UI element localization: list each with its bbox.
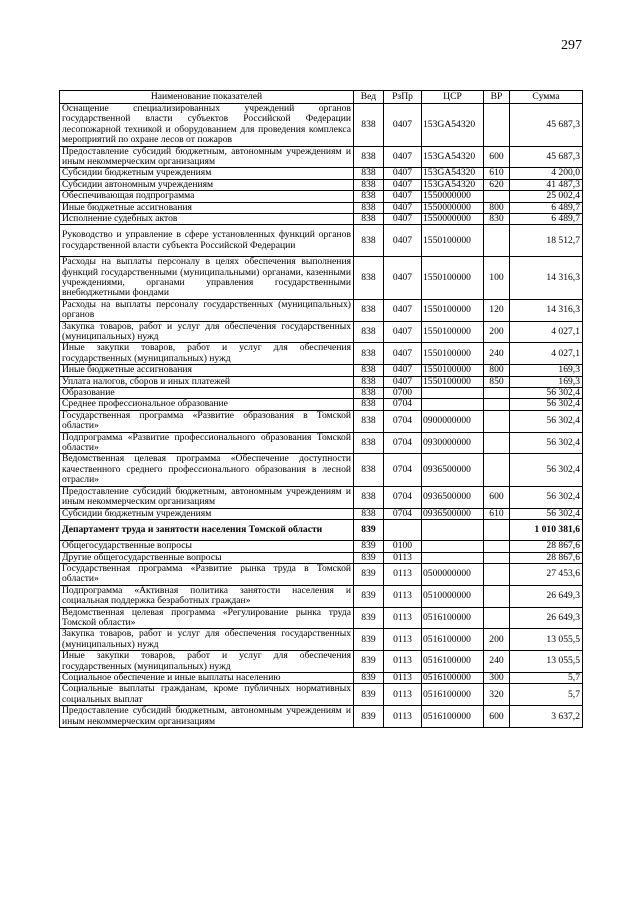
row-vr: 800 bbox=[484, 202, 510, 213]
row-name: Закупка товаров, работ и услуг для обеспечения государственных (муниципальных) нужд bbox=[60, 321, 354, 343]
page-number: 297 bbox=[561, 38, 582, 53]
row-vr bbox=[484, 104, 510, 147]
table-row bbox=[60, 486, 583, 508]
row-vr: 240 bbox=[484, 651, 510, 673]
row-csr: 1550000000 bbox=[422, 191, 484, 202]
table-row bbox=[60, 202, 583, 213]
row-name: Иные бюджетные ассигнования bbox=[60, 202, 354, 213]
row-rzpr: 0407 bbox=[384, 225, 422, 257]
row-ved: 838 bbox=[354, 410, 384, 432]
row-ved: 839 bbox=[354, 552, 384, 563]
header-sum: Сумма bbox=[510, 91, 583, 104]
row-csr: 1550100000 bbox=[422, 299, 484, 321]
row-rzpr: 0704 bbox=[384, 508, 422, 519]
row-ved: 838 bbox=[354, 104, 384, 147]
row-csr: 1550100000 bbox=[422, 343, 484, 365]
row-rzpr: 0407 bbox=[384, 214, 422, 225]
table-row bbox=[60, 191, 583, 202]
row-csr: 0516100000 bbox=[422, 651, 484, 673]
row-rzpr: 0407 bbox=[384, 179, 422, 190]
row-vr bbox=[484, 541, 510, 552]
row-ved: 838 bbox=[354, 257, 384, 300]
table-row bbox=[60, 508, 583, 519]
row-csr: 153GA54320 bbox=[422, 146, 484, 168]
row-rzpr: 0407 bbox=[384, 146, 422, 168]
table-row bbox=[60, 454, 583, 486]
row-name: Общегосударственные вопросы bbox=[60, 541, 354, 552]
row-ved: 838 bbox=[354, 343, 384, 365]
row-rzpr: 0113 bbox=[384, 673, 422, 684]
row-vr bbox=[484, 432, 510, 454]
row-name: Закупка товаров, работ и услуг для обеспечения государственных (муниципальных) нужд bbox=[60, 629, 354, 651]
row-name: Другие общегосударственные вопросы bbox=[60, 552, 354, 563]
row-csr: 0516100000 bbox=[422, 706, 484, 728]
row-vr: 610 bbox=[484, 508, 510, 519]
row-csr: 0930000000 bbox=[422, 432, 484, 454]
row-vr bbox=[484, 552, 510, 563]
row-name: Уплата налогов, сборов и иных платежей bbox=[60, 376, 354, 387]
row-sum: 26 649,3 bbox=[510, 585, 583, 607]
row-ved: 839 bbox=[354, 585, 384, 607]
row-csr: 153GA54320 bbox=[422, 168, 484, 179]
row-ved: 838 bbox=[354, 321, 384, 343]
row-name: Руководство и управление в сфере установленных функций органов государственной власти субъекта Российской Федерации bbox=[60, 225, 354, 257]
row-rzpr: 0407 bbox=[384, 191, 422, 202]
row-sum: 56 302,4 bbox=[510, 410, 583, 432]
header-row bbox=[60, 91, 583, 104]
row-sum: 1 010 381,6 bbox=[510, 519, 583, 540]
table-row bbox=[60, 684, 583, 706]
table-row bbox=[60, 299, 583, 321]
row-ved: 838 bbox=[354, 454, 384, 486]
row-ved: 838 bbox=[354, 376, 384, 387]
row-name: Социальное обеспечение и иные выплаты населению bbox=[60, 673, 354, 684]
row-csr: 0500000000 bbox=[422, 564, 484, 586]
row-name: Оснащение специализированных учреждений органов государственной власти субъектов Российской Федерации лесопожарной техникой и оборудованием для проведения комплекса мероприятий по охране лесов от пожаров bbox=[60, 104, 354, 147]
table-row bbox=[60, 257, 583, 300]
row-sum: 169,3 bbox=[510, 365, 583, 376]
row-sum: 41 487,3 bbox=[510, 179, 583, 190]
row-name: Иные бюджетные ассигнования bbox=[60, 365, 354, 376]
row-csr: 1550100000 bbox=[422, 376, 484, 387]
row-sum: 28 867,6 bbox=[510, 541, 583, 552]
row-vr bbox=[484, 225, 510, 257]
row-vr: 600 bbox=[484, 486, 510, 508]
row-ved: 838 bbox=[354, 191, 384, 202]
table-body bbox=[60, 104, 583, 728]
row-name: Подпрограмма «Развитие профессионального образования Томской области» bbox=[60, 432, 354, 454]
table-row bbox=[60, 519, 583, 540]
row-name: Среднее профессиональное образование bbox=[60, 399, 354, 410]
row-sum: 28 867,6 bbox=[510, 552, 583, 563]
row-name: Расходы на выплаты персоналу в целях обеспечения выполнения функций государственными (муниципальными) органами, казенными учреждениями, органами управления государственными внебюджетными фондами bbox=[60, 257, 354, 300]
table-row bbox=[60, 376, 583, 387]
row-name: Субсидии автономным учреждениям bbox=[60, 179, 354, 190]
row-ved: 838 bbox=[354, 202, 384, 213]
row-ved: 839 bbox=[354, 651, 384, 673]
table-row bbox=[60, 564, 583, 586]
row-vr bbox=[484, 410, 510, 432]
row-vr: 610 bbox=[484, 168, 510, 179]
row-sum: 6 489,7 bbox=[510, 202, 583, 213]
row-rzpr: 0113 bbox=[384, 684, 422, 706]
row-sum: 4 027,1 bbox=[510, 343, 583, 365]
row-vr: 850 bbox=[484, 376, 510, 387]
row-rzpr: 0407 bbox=[384, 104, 422, 147]
row-ved: 838 bbox=[354, 399, 384, 410]
row-rzpr: 0113 bbox=[384, 706, 422, 728]
row-rzpr: 0407 bbox=[384, 257, 422, 300]
row-rzpr: 0407 bbox=[384, 168, 422, 179]
table-row bbox=[60, 146, 583, 168]
row-sum: 13 055,5 bbox=[510, 629, 583, 651]
row-csr: 0936500000 bbox=[422, 508, 484, 519]
row-sum: 5,7 bbox=[510, 684, 583, 706]
row-ved: 839 bbox=[354, 706, 384, 728]
row-csr bbox=[422, 552, 484, 563]
header-ved: Вед bbox=[354, 91, 384, 104]
row-sum: 45 687,3 bbox=[510, 104, 583, 147]
row-rzpr: 0113 bbox=[384, 629, 422, 651]
row-vr bbox=[484, 564, 510, 586]
table-row bbox=[60, 706, 583, 728]
row-vr bbox=[484, 454, 510, 486]
row-vr: 800 bbox=[484, 365, 510, 376]
row-ved: 839 bbox=[354, 519, 384, 540]
row-csr: 0510000000 bbox=[422, 585, 484, 607]
row-csr: 0516100000 bbox=[422, 607, 484, 629]
row-vr: 120 bbox=[484, 299, 510, 321]
row-vr: 100 bbox=[484, 257, 510, 300]
row-sum: 45 687,3 bbox=[510, 146, 583, 168]
table-row bbox=[60, 168, 583, 179]
row-name: Государственная программа «Развитие образования в Томской области» bbox=[60, 410, 354, 432]
table-row bbox=[60, 365, 583, 376]
row-vr: 240 bbox=[484, 343, 510, 365]
row-rzpr: 0407 bbox=[384, 376, 422, 387]
table-row bbox=[60, 651, 583, 673]
row-vr: 620 bbox=[484, 179, 510, 190]
row-rzpr: 0407 bbox=[384, 299, 422, 321]
table-row bbox=[60, 388, 583, 399]
row-sum: 13 055,5 bbox=[510, 651, 583, 673]
table-row bbox=[60, 673, 583, 684]
row-ved: 838 bbox=[354, 214, 384, 225]
row-sum: 56 302,4 bbox=[510, 399, 583, 410]
row-sum: 56 302,4 bbox=[510, 486, 583, 508]
row-sum: 56 302,4 bbox=[510, 454, 583, 486]
budget-table bbox=[59, 90, 583, 728]
table-header bbox=[60, 91, 583, 104]
table-row bbox=[60, 541, 583, 552]
row-name: Обеспечивающая подпрограмма bbox=[60, 191, 354, 202]
table-row bbox=[60, 410, 583, 432]
row-name: Социальные выплаты гражданам, кроме публичных нормативных социальных выплат bbox=[60, 684, 354, 706]
row-sum: 3 637,2 bbox=[510, 706, 583, 728]
row-sum: 4 027,1 bbox=[510, 321, 583, 343]
row-csr: 1550000000 bbox=[422, 202, 484, 213]
row-rzpr: 0113 bbox=[384, 585, 422, 607]
row-name: Ведомственная целевая программа «Обеспечение доступности качественного среднего профессионального образования в лесной отрасли» bbox=[60, 454, 354, 486]
row-csr bbox=[422, 388, 484, 399]
row-ved: 838 bbox=[354, 179, 384, 190]
table-row bbox=[60, 552, 583, 563]
row-sum: 4 200,0 bbox=[510, 168, 583, 179]
row-csr: 0936500000 bbox=[422, 486, 484, 508]
table-row bbox=[60, 214, 583, 225]
row-rzpr: 0407 bbox=[384, 343, 422, 365]
table-row bbox=[60, 104, 583, 147]
table-row bbox=[60, 629, 583, 651]
row-ved: 838 bbox=[354, 486, 384, 508]
row-vr bbox=[484, 388, 510, 399]
row-name: Ведомственная целевая программа «Регулирование рынка труда Томской области» bbox=[60, 607, 354, 629]
table-row bbox=[60, 179, 583, 190]
row-sum: 169,3 bbox=[510, 376, 583, 387]
row-sum: 6 489,7 bbox=[510, 214, 583, 225]
row-name: Государственная программа «Развитие рынка труда в Томской области» bbox=[60, 564, 354, 586]
row-csr: 1550100000 bbox=[422, 321, 484, 343]
row-vr: 830 bbox=[484, 214, 510, 225]
row-name: Исполнение судебных актов bbox=[60, 214, 354, 225]
row-vr: 600 bbox=[484, 146, 510, 168]
row-rzpr: 0113 bbox=[384, 552, 422, 563]
row-ved: 839 bbox=[354, 673, 384, 684]
row-rzpr: 0704 bbox=[384, 432, 422, 454]
row-csr: 0516100000 bbox=[422, 673, 484, 684]
row-vr bbox=[484, 585, 510, 607]
row-name: Субсидии бюджетным учреждениям bbox=[60, 168, 354, 179]
row-rzpr: 0700 bbox=[384, 388, 422, 399]
row-ved: 838 bbox=[354, 432, 384, 454]
row-sum: 14 316,3 bbox=[510, 299, 583, 321]
row-name: Образование bbox=[60, 388, 354, 399]
row-ved: 838 bbox=[354, 299, 384, 321]
row-name: Иные закупки товаров, работ и услуг для обеспечения государственных (муниципальных) нужд bbox=[60, 651, 354, 673]
row-vr: 200 bbox=[484, 629, 510, 651]
row-name: Предоставление субсидий бюджетным, автономным учреждениям и иным некоммерческим организациям bbox=[60, 486, 354, 508]
row-ved: 838 bbox=[354, 508, 384, 519]
row-vr: 320 bbox=[484, 684, 510, 706]
row-csr: 1550100000 bbox=[422, 225, 484, 257]
row-ved: 838 bbox=[354, 365, 384, 376]
row-ved: 839 bbox=[354, 564, 384, 586]
row-rzpr: 0704 bbox=[384, 454, 422, 486]
header-name: Наименование показателей bbox=[60, 91, 354, 104]
row-sum: 56 302,4 bbox=[510, 432, 583, 454]
table-row bbox=[60, 225, 583, 257]
header-csr: ЦСР bbox=[422, 91, 484, 104]
row-csr: 153GA54320 bbox=[422, 179, 484, 190]
row-ved: 838 bbox=[354, 388, 384, 399]
row-rzpr: 0407 bbox=[384, 321, 422, 343]
row-csr: 1550000000 bbox=[422, 214, 484, 225]
row-csr: 0516100000 bbox=[422, 684, 484, 706]
table-row bbox=[60, 432, 583, 454]
row-rzpr: 0704 bbox=[384, 486, 422, 508]
row-vr: 200 bbox=[484, 321, 510, 343]
row-ved: 839 bbox=[354, 629, 384, 651]
row-name: Расходы на выплаты персоналу государственных (муниципальных) органов bbox=[60, 299, 354, 321]
row-csr: 153GA54320 bbox=[422, 104, 484, 147]
row-vr bbox=[484, 519, 510, 540]
row-ved: 838 bbox=[354, 168, 384, 179]
row-rzpr: 0113 bbox=[384, 564, 422, 586]
row-csr: 0900000000 bbox=[422, 410, 484, 432]
row-sum: 56 302,4 bbox=[510, 388, 583, 399]
table-row bbox=[60, 321, 583, 343]
row-ved: 839 bbox=[354, 541, 384, 552]
row-csr bbox=[422, 399, 484, 410]
row-csr: 1550100000 bbox=[422, 257, 484, 300]
row-vr: 600 bbox=[484, 706, 510, 728]
row-name: Предоставление субсидий бюджетным, автономным учреждениям и иным некоммерческим организациям bbox=[60, 706, 354, 728]
row-name: Предоставление субсидий бюджетным, автономным учреждениям и иным некоммерческим организациям bbox=[60, 146, 354, 168]
row-name: Подпрограмма «Активная политика занятости населения и социальная поддержка безработных граждан» bbox=[60, 585, 354, 607]
row-csr: 1550100000 bbox=[422, 365, 484, 376]
row-sum: 25 002,4 bbox=[510, 191, 583, 202]
row-rzpr: 0704 bbox=[384, 410, 422, 432]
row-csr bbox=[422, 519, 484, 540]
table-row bbox=[60, 585, 583, 607]
table-row bbox=[60, 607, 583, 629]
row-sum: 27 453,6 bbox=[510, 564, 583, 586]
row-sum: 26 649,3 bbox=[510, 607, 583, 629]
row-name: Департамент труда и занятости населения Томской области bbox=[60, 519, 354, 540]
row-name: Иные закупки товаров, работ и услуг для обеспечения государственных (муниципальных) нужд bbox=[60, 343, 354, 365]
row-ved: 839 bbox=[354, 607, 384, 629]
row-rzpr: 0407 bbox=[384, 202, 422, 213]
row-csr bbox=[422, 541, 484, 552]
table-row bbox=[60, 343, 583, 365]
row-rzpr: 0704 bbox=[384, 399, 422, 410]
row-sum: 14 316,3 bbox=[510, 257, 583, 300]
row-vr: 300 bbox=[484, 673, 510, 684]
row-ved: 838 bbox=[354, 146, 384, 168]
row-rzpr: 0100 bbox=[384, 541, 422, 552]
table-row bbox=[60, 399, 583, 410]
row-sum: 5,7 bbox=[510, 673, 583, 684]
row-sum: 18 512,7 bbox=[510, 225, 583, 257]
row-rzpr: 0113 bbox=[384, 651, 422, 673]
row-vr bbox=[484, 399, 510, 410]
row-rzpr: 0407 bbox=[384, 365, 422, 376]
header-vr: ВР bbox=[484, 91, 510, 104]
row-sum: 56 302,4 bbox=[510, 508, 583, 519]
row-vr bbox=[484, 191, 510, 202]
row-csr: 0516100000 bbox=[422, 629, 484, 651]
row-csr: 0936500000 bbox=[422, 454, 484, 486]
row-rzpr bbox=[384, 519, 422, 540]
row-ved: 838 bbox=[354, 225, 384, 257]
row-vr bbox=[484, 607, 510, 629]
row-ved: 839 bbox=[354, 684, 384, 706]
header-rzpr: РзПр bbox=[384, 91, 422, 104]
row-name: Субсидии бюджетным учреждениям bbox=[60, 508, 354, 519]
row-rzpr: 0113 bbox=[384, 607, 422, 629]
